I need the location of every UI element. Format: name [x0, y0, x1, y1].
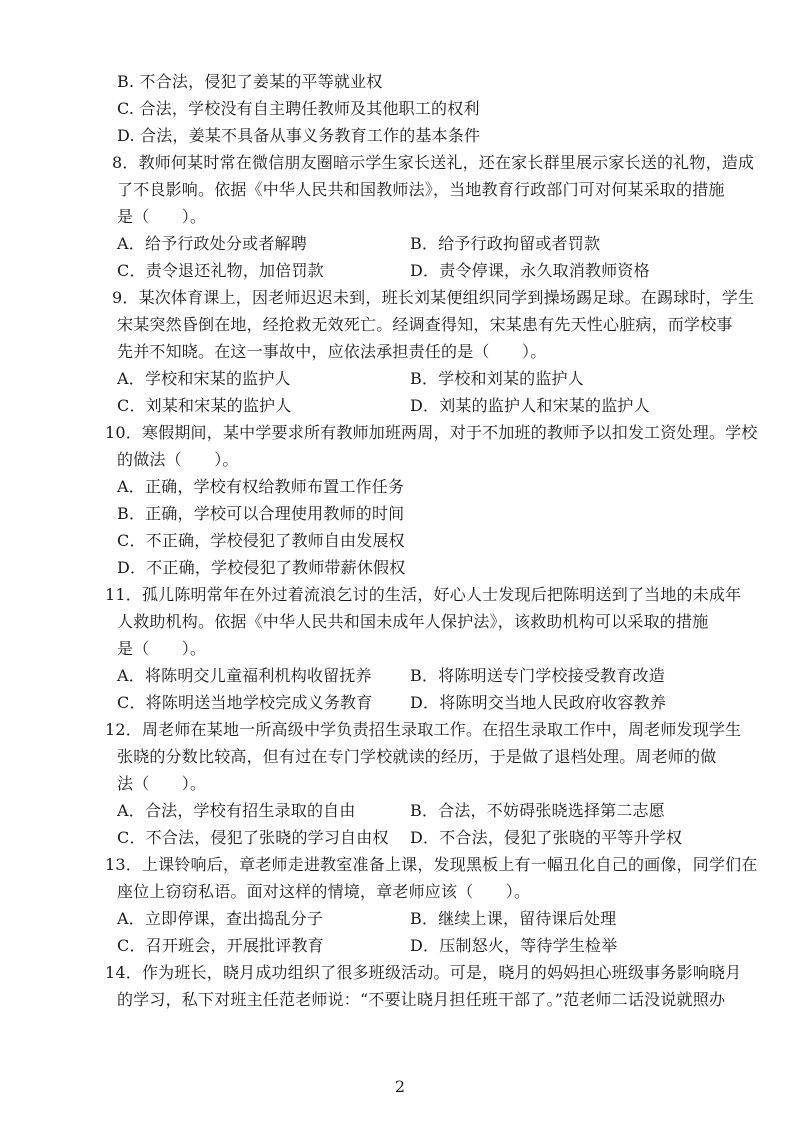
q11-stem-line-3: 是（ ）。 [117, 639, 207, 658]
q10-option-b: B．正确，学校可以合理使用教师的时间 [117, 504, 405, 523]
q9-stem-line-3: 先并不知晓。在这一事故中，应依法承担责任的是（ ）。 [117, 342, 547, 361]
q13-option-b: B．继续上课，留待课后处理 [410, 909, 617, 928]
q12-stem-line-3: 法（ ）。 [117, 774, 207, 793]
q10-stem-line-1: 10．寒假期间，某中学要求所有教师加班两周，对于不加班的教师予以扣发工资处理。学校 [105, 423, 758, 442]
q11-stem-line-1: 11．孤儿陈明常年在外过着流浪乞讨的生活，好心人士发现后把陈明送到了当地的未成年 [105, 585, 742, 604]
q12-option-a: A．合法，学校有招生录取的自由 [117, 801, 356, 820]
q10-stem-line-2: 的做法（ ）。 [117, 450, 239, 469]
q8-stem-line-3: 是（ ）。 [117, 207, 207, 226]
q9-option-d: D．刘某的监护人和宋某的监护人 [410, 396, 650, 415]
prev-option-d: D. 合法，姜某不具备从事义务教育工作的基本条件 [117, 126, 481, 145]
q10-option-c: C．不正确，学校侵犯了教师自由发展权 [117, 531, 405, 550]
q11-option-c: C．将陈明送当地学校完成义务教育 [117, 693, 373, 712]
prev-option-b: B. 不合法，侵犯了姜某的平等就业权 [117, 72, 383, 91]
q8-option-d: D．责令停课，永久取消教师资格 [410, 261, 650, 280]
q9-stem-line-2: 宋某突然昏倒在地，经抢救无效死亡。经调查得知，宋某患有先天性心脏病，而学校事 [117, 315, 733, 334]
q11-stem-line-2: 人救助机构。依据《中华人民共和国未成年人保护法》，该救助机构可以采取的措施 [117, 612, 709, 631]
q9-option-b: B．学校和刘某的监护人 [410, 369, 584, 388]
q12-stem-line-1: 12．周老师在某地一所高级中学负责招生录取工作。在招生录取工作中，周老师发现学生 [105, 720, 742, 739]
q12-option-d: D．不合法，侵犯了张晓的平等升学权 [410, 828, 683, 847]
q11-option-a: A．将陈明交儿童福利机构收留抚养 [117, 666, 372, 685]
q13-option-a: A．立即停课，查出捣乱分子 [117, 909, 324, 928]
q9-stem-line-1: 9．某次体育课上，因老师迟迟未到，班长刘某便组织同学到操场踢足球。在踢球时，学生 [112, 288, 755, 307]
q14-stem-line-2: 的学习，私下对班主任范老师说：“不要让晓月担任班干部了。”范老师二话没说就照办 [117, 990, 726, 1009]
page-number: 2 [394, 1077, 406, 1096]
q9-option-c: C．刘某和宋某的监护人 [117, 396, 292, 415]
q14-stem-line-1: 14．作为班长，晓月成功组织了很多班级活动。可是，晓月的妈妈担心班级事务影响晓月 [105, 963, 742, 982]
q11-option-d: D．将陈明交当地人民政府收容教养 [410, 693, 667, 712]
q8-stem-line-2: 了不良影响。依据《中华人民共和国教师法》，当地教育行政部门可对何某采取的措施 [117, 180, 725, 199]
q12-stem-line-2: 张晓的分数比较高，但有过在专门学校就读的经历，于是做了退档处理。周老师的做 [117, 747, 717, 766]
q8-option-a: A．给予行政处分或者解聘 [117, 234, 307, 253]
q12-option-b: B．合法，不妨碍张晓选择第二志愿 [410, 801, 665, 820]
q10-option-d: D．不正确，学校侵犯了教师带薪休假权 [117, 558, 406, 577]
q13-option-d: D．压制怒火，等待学生检举 [410, 936, 618, 955]
q8-option-c: C．责令退还礼物，加倍罚款 [117, 261, 324, 280]
q10-option-a: A．正确，学校有权给教师布置工作任务 [117, 477, 405, 496]
q12-option-c: C．不合法，侵犯了张晓的学习自由权 [117, 828, 389, 847]
q9-option-a: A．学校和宋某的监护人 [117, 369, 291, 388]
q8-option-b: B．给予行政拘留或者罚款 [410, 234, 601, 253]
q11-option-b: B．将陈明送专门学校接受教育改造 [410, 666, 665, 685]
q13-stem-line-1: 13．上课铃响后，章老师走进教室准备上课，发现黑板上有一幅丑化自己的画像，同学们在 [105, 855, 758, 874]
q8-stem-line-1: 8．教师何某时常在微信朋友圈暗示学生家长送礼，还在家长群里展示家长送的礼物，造成 [112, 153, 755, 172]
q13-stem-line-2: 座位上窃窃私语。面对这样的情境，章老师应该（ ）。 [117, 882, 531, 901]
q13-option-c: C．召开班会，开展批评教育 [117, 936, 324, 955]
prev-option-c: C. 合法，学校没有自主聘任教师及其他职工的权利 [117, 99, 480, 118]
